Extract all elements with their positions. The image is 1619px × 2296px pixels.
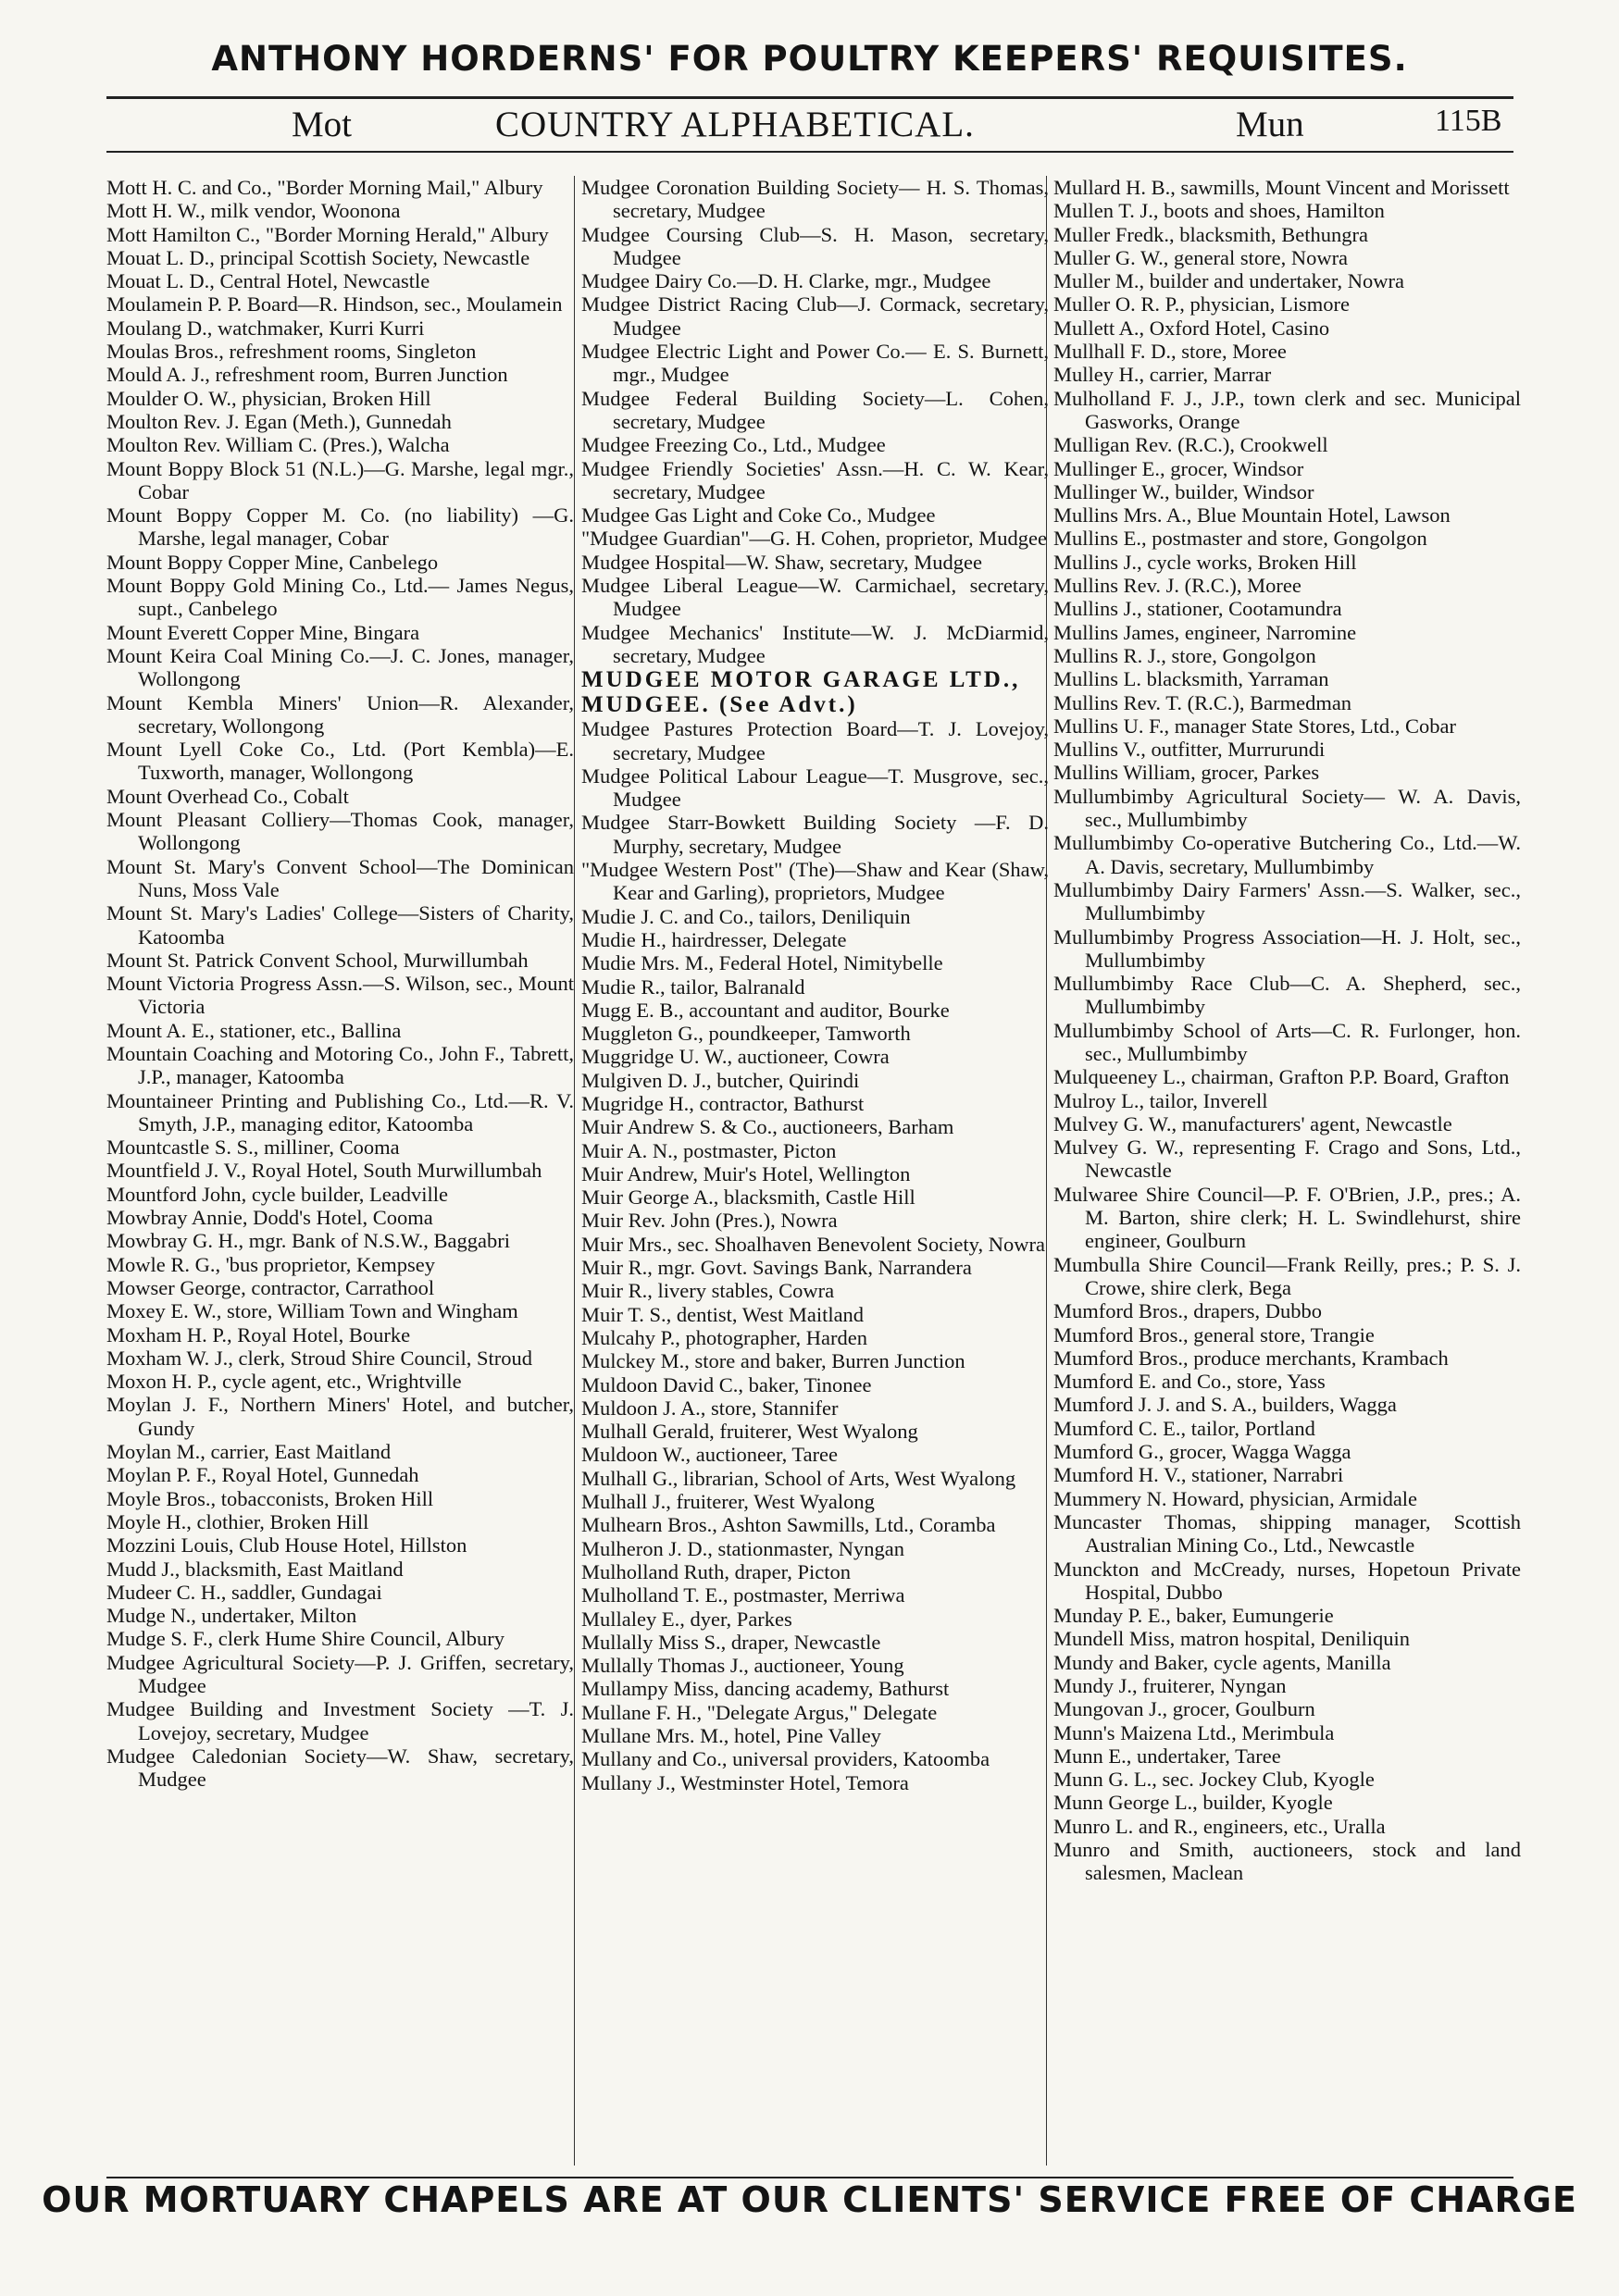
- directory-entry: Mullumbimby Progress Association—H. J. Holt, sec., Mullumbimby: [1053, 925, 1521, 972]
- directory-entry: Mumford C. E., tailor, Portland: [1053, 1416, 1315, 1440]
- directory-entry: Mullins William, grocer, Parkes: [1053, 761, 1320, 785]
- directory-entry: Mowle R. G., 'bus proprietor, Kempsey: [106, 1252, 435, 1276]
- directory-entry: Mudie Mrs. M., Federal Hotel, Nimitybelle: [581, 951, 943, 975]
- running-header-left: Mot: [292, 105, 353, 144]
- directory-entry: Mugg E. B., accountant and auditor, Bourke: [581, 998, 950, 1022]
- directory-entry: Mullins R. J., store, Gongolgon: [1053, 643, 1316, 667]
- directory-entry: Moulas Bros., refreshment rooms, Singleton: [106, 340, 477, 364]
- directory-entry: Mulwaree Shire Council—P. F. O'Brien, J.P., pres.; A. M. Barton, shire clerk; H. L. Swindlehurst, shire engineer, Goulburn: [1053, 1182, 1521, 1253]
- directory-entry: Mudie H., hairdresser, Delegate: [581, 927, 847, 951]
- header-rule-top: [106, 96, 1513, 99]
- directory-entry: Mullins V., outfitter, Murrurundi: [1053, 738, 1326, 762]
- directory-entry: Moyle Bros., tobacconists, Broken Hill: [106, 1486, 434, 1510]
- directory-entry: Munn E., undertaker, Taree: [1053, 1744, 1281, 1768]
- directory-entry: Mullumbimby Race Club—C. A. Shepherd, sec., Mullumbimby: [1053, 972, 1521, 1019]
- directory-entry: Mulligan Rev. (R.C.), Crookwell: [1053, 433, 1328, 457]
- directory-entry: Moxham H. P., Royal Hotel, Bourke: [106, 1322, 411, 1347]
- directory-entry: Mullumbimby School of Arts—C. R. Furlonger, hon. sec., Mullumbimby: [1053, 1018, 1521, 1065]
- directory-entry: Mount Keira Coal Mining Co.—J. C. Jones, manager, Wollongong: [106, 643, 574, 691]
- directory-entry: Mullane Mrs. M., hotel, Pine Valley: [581, 1724, 881, 1747]
- directory-entry: Mould A. J., refreshment room, Burren Junction: [106, 363, 508, 387]
- directory-entry: Mudgee Building and Investment Society —T. J. Lovejoy, secretary, Mudgee: [106, 1697, 574, 1744]
- directory-entry: Mudgee Caledonian Society—W. Shaw, secretary, Mudgee: [106, 1744, 574, 1792]
- directory-entry: Mullins J., cycle works, Broken Hill: [1053, 550, 1357, 574]
- bottom-advert-banner: OUR MORTUARY CHAPELS ARE AT OUR CLIENTS' SERVICE FREE OF CHARGE: [42, 2179, 1577, 2220]
- directory-entry: Mumbulla Shire Council—Frank Reilly, pres.; P. S. J. Crowe, shire clerk, Bega: [1053, 1252, 1521, 1299]
- directory-entry: Mount Kembla Miners' Union—R. Alexander, secretary, Wollongong: [106, 690, 574, 738]
- directory-entry: Mumford Bros., general store, Trangie: [1053, 1322, 1375, 1347]
- directory-entry: Mullumbimby Dairy Farmers' Assn.—S. Walker, sec., Mullumbimby: [1053, 877, 1521, 925]
- directory-entry: Mulhearn Bros., Ashton Sawmills, Ltd., Coramba: [581, 1513, 996, 1537]
- column-divider-1: [574, 176, 575, 2166]
- directory-entry: Moyle H., clothier, Broken Hill: [106, 1509, 369, 1533]
- directory-entry: Mowbray Annie, Dodd's Hotel, Cooma: [106, 1206, 433, 1230]
- directory-entry: Mullumbimby Agricultural Society— W. A. Davis, sec., Mullumbimby: [1053, 784, 1521, 832]
- directory-entry: Mullinger E., grocer, Windsor: [1053, 456, 1304, 480]
- directory-entry: Moulton Rev. J. Egan (Meth.), Gunnedah: [106, 409, 452, 433]
- directory-entry: "Mudgee Western Post" (The)—Shaw and Kear (Shaw, Kear and Garling), proprietors, Mudgee: [581, 858, 1049, 905]
- directory-entry: Mulholland T. E., postmaster, Merriwa: [581, 1583, 905, 1607]
- directory-entry: Mudgee Agricultural Society—P. J. Griffen, secretary, Mudgee: [106, 1650, 574, 1697]
- directory-entry: Munn George L., builder, Kyogle: [1053, 1791, 1333, 1815]
- directory-entry: Mowbray G. H., mgr. Bank of N.S.W., Baggabri: [106, 1229, 511, 1253]
- directory-entry: Mountaineer Printing and Publishing Co., Ltd.—R. V. Smyth, J.P., managing editor, Katoomba: [106, 1088, 574, 1136]
- running-header-right: Mun: [1236, 105, 1304, 144]
- directory-entry: Moulang D., watchmaker, Kurri Kurri: [106, 316, 425, 340]
- directory-entry: Mount St. Mary's Convent School—The Dominican Nuns, Moss Vale: [106, 854, 574, 901]
- directory-entry: Mudgee Federal Building Society—L. Cohen, secretary, Mudgee: [581, 386, 1049, 433]
- directory-entry: Munro L. and R., engineers, etc., Uralla: [1053, 1814, 1386, 1838]
- directory-entry: Mulhall G., librarian, School of Arts, West Wyalong: [581, 1466, 1016, 1490]
- directory-entry: Munckton and McCready, nurses, Hopetoun Private Hospital, Dubbo: [1053, 1557, 1521, 1604]
- directory-entry: Muldoon David C., baker, Tinonee: [581, 1372, 872, 1396]
- directory-entry: Mullaley E., dyer, Parkes: [581, 1607, 792, 1631]
- directory-entry: Moulton Rev. William C. (Pres.), Walcha: [106, 433, 450, 457]
- directory-entry: Muir T. S., dentist, West Maitland: [581, 1302, 865, 1326]
- directory-entry: Muldoon W., auctioneer, Taree: [581, 1443, 839, 1467]
- directory-entry: Muir Andrew, Muir's Hotel, Wellington: [581, 1161, 911, 1185]
- directory-entry: Mountain Coaching and Motoring Co., John F., Tabrett, J.P., manager, Katoomba: [106, 1041, 574, 1089]
- directory-entry: Muir Rev. John (Pres.), Nowra: [581, 1209, 838, 1233]
- directory-entry: Muir Andrew S. & Co., auctioneers, Barham: [581, 1115, 954, 1139]
- directory-entry: Mudgee Starr-Bowkett Building Society —F. D. Murphy, secretary, Mudgee: [581, 811, 1049, 858]
- directory-entry: Mozzini Louis, Club House Hotel, Hillston: [106, 1533, 467, 1558]
- directory-entry: Mouat L. D., principal Scottish Society, Newcastle: [106, 245, 530, 269]
- directory-entry: Moxon H. P., cycle agent, etc., Wrightville: [106, 1370, 462, 1394]
- directory-entry: Mount Boppy Gold Mining Co., Ltd.— James Negus, supt., Canbelego: [106, 574, 574, 621]
- directory-entry: Muggleton G., poundkeeper, Tamworth: [581, 1022, 911, 1046]
- directory-entry: Mudd J., blacksmith, East Maitland: [106, 1557, 404, 1581]
- directory-entry: Mudgee Freezing Co., Ltd., Mudgee: [581, 433, 886, 457]
- directory-entry: Moylan J. F., Northern Miners' Hotel, and butcher, Gundy: [106, 1393, 574, 1440]
- directory-entry: Mount Boppy Copper M. Co. (no liability) —G. Marshe, legal manager, Cobar: [106, 503, 574, 551]
- directory-entry: Mundy J., fruiterer, Nyngan: [1053, 1674, 1287, 1697]
- header-rule-bottom: [106, 151, 1513, 153]
- directory-column-2: [581, 176, 1049, 1794]
- directory-entry: Mudgee District Racing Club—J. Cormack, secretary, Mudgee: [581, 292, 1049, 340]
- directory-column-3: [1053, 176, 1521, 1885]
- directory-entry: Moylan P. F., Royal Hotel, Gunnedah: [106, 1463, 419, 1487]
- directory-entry: Mugridge H., contractor, Bathurst: [581, 1091, 865, 1115]
- directory-entry: Mulheron J. D., stationmaster, Nyngan: [581, 1536, 905, 1560]
- directory-entry: MUDGEE MOTOR GARAGE LTD., MUDGEE. (See Advt.): [581, 667, 1021, 718]
- directory-entry: Mullhall F. D., store, Moree: [1053, 340, 1287, 364]
- directory-entry: Mullampy Miss, dancing academy, Bathurst: [581, 1677, 950, 1701]
- directory-entry: Mudgee Pastures Protection Board—T. J. Lovejoy, secretary, Mudgee: [581, 717, 1049, 764]
- directory-entry: Mumford Bros., drapers, Dubbo: [1053, 1299, 1322, 1323]
- page-title: COUNTRY ALPHABETICAL.: [495, 105, 975, 144]
- directory-entry: Mountford John, cycle builder, Leadville: [106, 1182, 448, 1206]
- directory-entry: Mulvey G. W., manufacturers' agent, Newcastle: [1053, 1111, 1452, 1136]
- directory-entry: Mullally Miss S., draper, Newcastle: [581, 1630, 881, 1654]
- directory-entry: Mulckey M., store and baker, Burren Junction: [581, 1349, 965, 1373]
- directory-entry: Mott H. W., milk vendor, Woonona: [106, 199, 401, 223]
- directory-entry: Mowser George, contractor, Carrathool: [106, 1275, 435, 1299]
- directory-entry: Mudeer C. H., saddler, Gundagai: [106, 1580, 382, 1604]
- directory-column-1: [106, 176, 574, 1791]
- directory-entry: Mott Hamilton C., "Border Morning Herald," Albury: [106, 222, 549, 246]
- directory-entry: Mullins James, engineer, Narromine: [1053, 620, 1357, 644]
- directory-entry: Mudie R., tailor, Balranald: [581, 974, 805, 999]
- directory-entry: Mountcastle S. S., milliner, Cooma: [106, 1136, 400, 1160]
- directory-entry: Mount St. Mary's Ladies' College—Sisters of Charity, Katoomba: [106, 901, 574, 949]
- directory-entry: Mundy and Baker, cycle agents, Manilla: [1053, 1650, 1391, 1674]
- directory-entry: Muller G. W., general store, Nowra: [1053, 245, 1349, 269]
- directory-entry: Mungovan J., grocer, Goulburn: [1053, 1697, 1315, 1721]
- directory-entry: Mulqueeney L., chairman, Grafton P.P. Board, Grafton: [1053, 1065, 1510, 1089]
- directory-entry: Mulholland Ruth, draper, Picton: [581, 1559, 851, 1583]
- directory-entry: Mummery N. Howard, physician, Armidale: [1053, 1486, 1418, 1510]
- directory-entry: Muggridge U. W., auctioneer, Cowra: [581, 1045, 890, 1069]
- directory-entry: Mudgee Hospital—W. Shaw, secretary, Mudgee: [581, 550, 983, 574]
- directory-entry: Mumford H. V., stationer, Narrabri: [1053, 1463, 1344, 1487]
- directory-entry: Moxey E. W., store, William Town and Wingham: [106, 1299, 518, 1323]
- directory-entry: Mount Pleasant Colliery—Thomas Cook, manager, Wollongong: [106, 808, 574, 855]
- directory-entry: Mulvey G. W., representing F. Crago and Sons, Ltd., Newcastle: [1053, 1136, 1521, 1183]
- directory-entry: Muncaster Thomas, shipping manager, Scottish Australian Mining Co., Ltd., Newcastle: [1053, 1509, 1521, 1558]
- directory-entry: Mudgee Liberal League—W. Carmichael, secretary, Mudgee: [581, 574, 1049, 621]
- directory-entry: Mullany J., Westminster Hotel, Temora: [581, 1770, 909, 1794]
- directory-entry: Munn's Maizena Ltd., Merimbula: [1053, 1720, 1335, 1744]
- directory-entry: Mount Lyell Coke Co., Ltd. (Port Kembla)—E. Tuxworth, manager, Wollongong: [106, 738, 574, 785]
- directory-entry: Munro and Smith, auctioneers, stock and land salesmen, Maclean: [1053, 1838, 1521, 1885]
- directory-entry: Muldoon J. A., store, Stannifer: [581, 1396, 839, 1420]
- directory-entry: Mullins J., stationer, Cootamundra: [1053, 597, 1342, 621]
- directory-entry: Mudie J. C. and Co., tailors, Deniliquin: [581, 904, 911, 928]
- directory-entry: Muller O. R. P., physician, Lismore: [1053, 292, 1350, 316]
- directory-entry: Mullins U. F., manager State Stores, Ltd., Cobar: [1053, 714, 1457, 738]
- directory-entry: Mulcahy P., photographer, Harden: [581, 1325, 868, 1349]
- directory-entry: Mott H. C. and Co., "Border Morning Mail," Albury: [106, 176, 543, 199]
- directory-entry: Mullinger W., builder, Windsor: [1053, 479, 1314, 503]
- directory-entry: Mulholland F. J., J.P., town clerk and sec. Municipal Gasworks, Orange: [1053, 386, 1521, 433]
- directory-entry: Mudgee Mechanics' Institute—W. J. McDiarmid, secretary, Mudgee: [581, 620, 1049, 667]
- directory-entry: Mudge N., undertaker, Milton: [106, 1604, 357, 1628]
- directory-entry: Mudgee Dairy Co.—D. H. Clarke, mgr., Mudgee: [581, 269, 991, 293]
- directory-entry: Muller Fredk., blacksmith, Bethungra: [1053, 222, 1368, 246]
- directory-entry: Munday P. E., baker, Eumungerie: [1053, 1604, 1334, 1628]
- directory-entry: Muir R., livery stables, Cowra: [581, 1279, 835, 1303]
- directory-entry: Mullany and Co., universal providers, Katoomba: [581, 1747, 990, 1771]
- directory-entry: Mulgiven D. J., butcher, Quirindi: [581, 1068, 860, 1092]
- directory-entry: Moylan M., carrier, East Maitland: [106, 1440, 392, 1464]
- directory-entry: Mullins Rev. T. (R.C.), Barmedman: [1053, 690, 1352, 714]
- directory-entry: Mulhall Gerald, fruiterer, West Wyalong: [581, 1420, 918, 1444]
- directory-entry: Mount Boppy Block 51 (N.L.)—G. Marshe, legal mgr., Cobar: [106, 456, 574, 503]
- directory-entry: Mount Boppy Copper Mine, Canbelego: [106, 550, 439, 574]
- page-number: 115B: [1435, 104, 1502, 138]
- directory-entry: Mullins E., postmaster and store, Gongolgon: [1053, 527, 1427, 551]
- top-advert-banner: ANTHONY HORDERNS' FOR POULTRY KEEPERS' REQUISITES.: [211, 39, 1408, 79]
- directory-entry: Mulhall J., fruiterer, West Wyalong: [581, 1490, 875, 1514]
- directory-entry: Mullane F. H., "Delegate Argus," Delegate: [581, 1700, 938, 1724]
- directory-entry: Muir A. N., postmaster, Picton: [581, 1138, 837, 1162]
- directory-entry: Mudgee Electric Light and Power Co.— E. S. Burnett, mgr., Mudgee: [581, 340, 1049, 387]
- directory-entry: Muller M., builder and undertaker, Nowra: [1053, 269, 1404, 293]
- directory-entry: Mudgee Gas Light and Coke Co., Mudgee: [581, 503, 936, 527]
- directory-entry: Mullins Rev. J. (R.C.), Moree: [1053, 574, 1301, 598]
- directory-entry: Mullumbimby Co-operative Butchering Co., Ltd.—W. A. Davis, secretary, Mullumbimby: [1053, 831, 1521, 878]
- directory-entry: Mullins Mrs. A., Blue Mountain Hotel, Lawson: [1053, 503, 1451, 527]
- directory-entry: Mouat L. D., Central Hotel, Newcastle: [106, 269, 430, 293]
- directory-entry: Mumford J. J. and S. A., builders, Wagga: [1053, 1393, 1397, 1417]
- directory-entry: Muir George A., blacksmith, Castle Hill: [581, 1185, 915, 1210]
- directory-entry: Munn G. L., sec. Jockey Club, Kyogle: [1053, 1768, 1375, 1792]
- directory-entry: Mullett A., Oxford Hotel, Casino: [1053, 316, 1330, 340]
- directory-entry: Muir R., mgr. Govt. Savings Bank, Narrandera: [581, 1256, 972, 1280]
- directory-entry: Mount A. E., stationer, etc., Ballina: [106, 1018, 402, 1042]
- directory-entry: Mount Victoria Progress Assn.—S. Wilson, sec., Mount Victoria: [106, 972, 574, 1019]
- running-header: [106, 100, 1513, 150]
- directory-entry: Mountfield J. V., Royal Hotel, South Murwillumbah: [106, 1159, 542, 1183]
- directory-entry: Mulley H., carrier, Marrar: [1053, 363, 1272, 387]
- directory-entry: Mulroy L., tailor, Inverell: [1053, 1088, 1268, 1112]
- directory-entry: Mullins L. blacksmith, Yarraman: [1053, 667, 1329, 691]
- directory-entry: Moxham W. J., clerk, Stroud Shire Council, Stroud: [106, 1346, 532, 1370]
- directory-entry: Mundell Miss, matron hospital, Deniliquin: [1053, 1627, 1410, 1651]
- directory-entry: Mudgee Political Labour League—T. Musgrove, sec., Mudgee: [581, 763, 1049, 812]
- directory-entry: "Mudgee Guardian"—G. H. Cohen, proprietor, Mudgee: [581, 527, 1047, 551]
- directory-entry: Mount Everett Copper Mine, Bingara: [106, 620, 420, 644]
- directory-entry: Mumford G., grocer, Wagga Wagga: [1053, 1440, 1351, 1464]
- directory-entry: Mudgee Friendly Societies' Assn.—H. C. W. Kear, secretary, Mudgee: [581, 456, 1049, 503]
- footer-rule: [106, 2177, 1513, 2178]
- directory-entry: Mount Overhead Co., Cobalt: [106, 784, 349, 808]
- directory-entry: Moulder O. W., physician, Broken Hill: [106, 386, 431, 410]
- directory-entry: Mudge S. F., clerk Hume Shire Council, Albury: [106, 1627, 505, 1651]
- directory-entry: Mullally Thomas J., auctioneer, Young: [581, 1654, 904, 1678]
- directory-entry: Mount St. Patrick Convent School, Murwillumbah: [106, 948, 529, 972]
- directory-entry: Mullard H. B., sawmills, Mount Vincent and Morissett: [1053, 176, 1510, 199]
- directory-entry: Mudgee Coronation Building Society— H. S. Thomas, secretary, Mudgee: [581, 176, 1049, 223]
- directory-entry: Mullen T. J., boots and shoes, Hamilton: [1053, 199, 1385, 223]
- directory-entry: Mumford E. and Co., store, Yass: [1053, 1370, 1326, 1394]
- directory-entry: Moulamein P. P. Board—R. Hindson, sec., Moulamein: [106, 292, 563, 316]
- directory-entry: Mudgee Coursing Club—S. H. Mason, secretary, Mudgee: [581, 222, 1049, 269]
- directory-entry: Mumford Bros., produce merchants, Krambach: [1053, 1346, 1449, 1370]
- directory-entry: Muir Mrs., sec. Shoalhaven Benevolent Society, Nowra: [581, 1232, 1045, 1256]
